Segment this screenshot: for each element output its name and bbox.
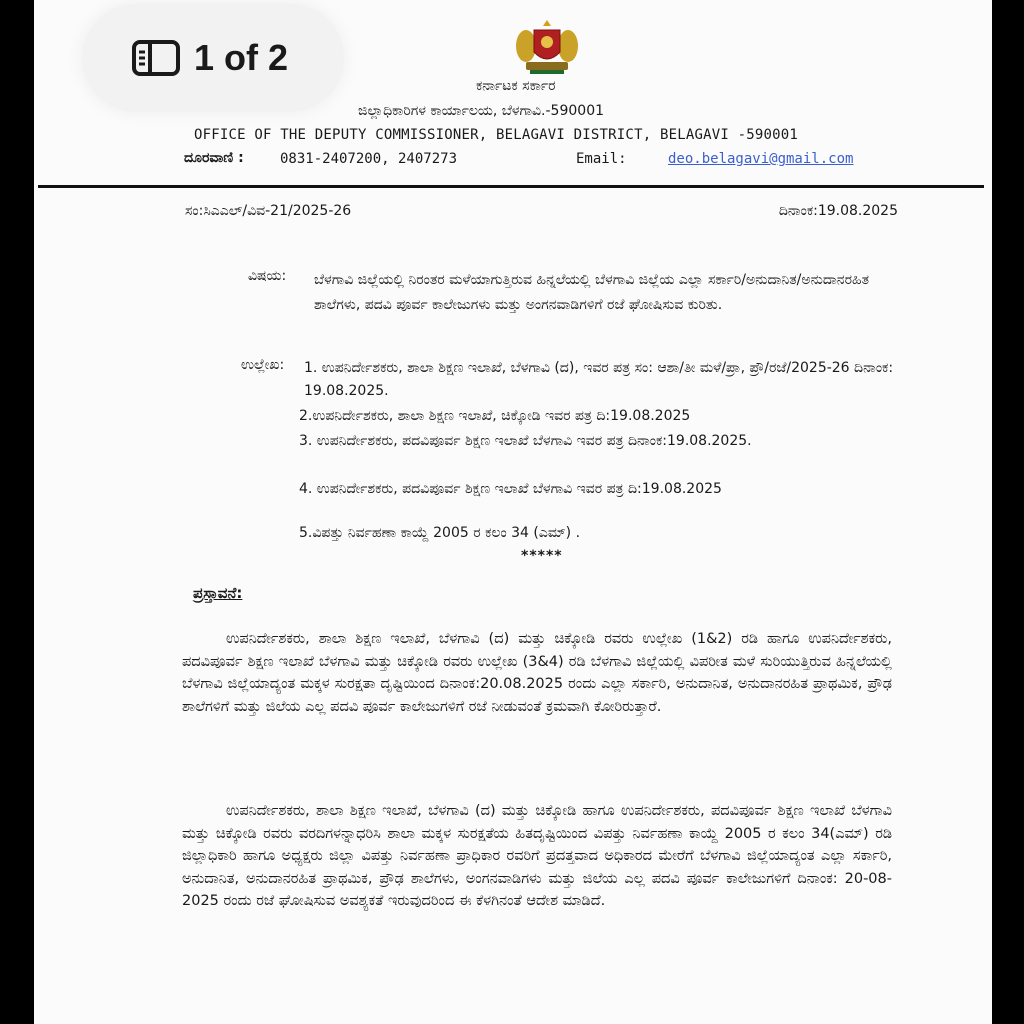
govt-name: ಕರ್ನಾಟಕ ಸರ್ಕಾರ <box>476 78 556 94</box>
preamble-paragraph-1: ಉಪನಿರ್ದೇಶಕರು, ಶಾಲಾ ಶಿಕ್ಷಣ ಇಲಾಖೆ, ಬೆಳಗಾವಿ (ದ) ಮತ್ತು ಚಿಕ್ಕೋಡಿ ರವರು ಉಲ್ಲೇಖ (1&2) ರಡಿ ಹಾಗೂ ಉಪನಿರ್ದೇಶಕರು, ಪದವಿಪೂರ್ವ ಶಿಕ್ಷಣ ಇಲಾಖೆ ಬೆಳಗಾವಿ ಮತ್ತು ಚಿಕ್ಕೋಡಿ ರವರು ಉಲ್ಲೇಖ (3&4) ರಡಿ ಬೆಳಗಾವಿ ಜಿಲ್ಲೆಯಲ್ಲಿ ವಿಪರೀತ ಮಳೆ ಸುರಿಯುತ್ತಿರುವ ಹಿನ್ನಲೆಯಲ್ಲಿ ಬೆಳಗಾವಿ ಜಿಲ್ಲೆಯಾದ್ಯಂತ ಮಕ್ಕಳ ಸುರಕ್ಷತಾ ದೃಷ್ಟಿಯಿಂದ ದಿನಾಂಕ:20.08.2025 ರಂದು ಎಲ್ಲಾ ಸರ್ಕಾರಿ, ಅನುದಾನಿತ, ಅನುದಾನರಹಿತ ಪ್ರಾಥಮಿಕ, ಪ್ರೌಢ ಶಾಲೆಗಳಿಗೆ ಮತ್ತು ಜಿಲೆಯ ಎಲ್ಲ ಪದವಿ ಪೂರ್ವ ಕಾಲೇಜುಗಳಿಗೆ ರಜೆ ನೀಡುವಂತೆ ಕ್ರಮವಾಗಿ ಕೋರಿರುತ್ತಾರೆ. <box>182 631 892 715</box>
references-label: ಉಲ್ಲೇಖ: <box>241 357 285 373</box>
page-indicator[interactable] <box>82 4 344 112</box>
subject-label: ವಿಷಯ: <box>248 268 287 284</box>
reference-item-1: 1. ಉಪನಿರ್ದೇಶಕರು, ಶಾಲಾ ಶಿಕ್ಷಣ ಇಲಾಖೆ, ಬೆಳಗಾವಿ (ದ), ಇವರ ಪತ್ರ ಸಂ: ಆಶಾ/ತೀ ಮಳೆ/ಪ್ರಾ, ಪ್ರೌ/ರಜೆ/2025-26 ದಿನಾಂಕ: 19.08.2025. <box>304 360 894 399</box>
preamble-heading: ಪ್ರಸ್ತಾವನೆ: <box>193 584 243 602</box>
page-reader-icon <box>132 40 180 76</box>
reference-number: ಸಂ:ಸಿಎಎಲ್/ವಿವ-21/2025-26 <box>185 203 352 219</box>
email-label: Email: <box>576 151 627 167</box>
header-divider <box>38 185 984 188</box>
section-separator: ***** <box>521 548 563 564</box>
reference-item-2: 2.ಉಪನಿರ್ದೇಶಕರು, ಶಾಲಾ ಶಿಕ್ಷಣ ಇಲಾಖೆ, ಚಿಕ್ಕೋಡಿ ಇವರ ಪತ್ರ ದಿ:19.08.2025 <box>299 408 691 424</box>
page-count-text: 1 of 2 <box>194 37 289 78</box>
subject-text: ಬೆಳಗಾವಿ ಜಿಲ್ಲೆಯಲ್ಲಿ ನಿರಂತರ ಮಳೆಯಾಗುತ್ತಿರುವ ಹಿನ್ನಲೆಯಲ್ಲಿ ಬೆಳಗಾವಿ ಜಿಲ್ಲೆಯ ಎಲ್ಲಾ ಸರ್ಕಾರಿ/ಅನುದಾನಿತ/ಅನುದಾನರಹಿತ ಶಾಲೆಗಳು, ಪದವಿ ಪೂರ್ವ ಕಾಲೇಜುಗಳು ಮತ್ತು ಅಂಗನವಾಡಿಗಳಿಗೆ ರಜೆ ಘೋಷಿಸುವ ಕುರಿತು. <box>314 272 870 313</box>
karnataka-emblem-icon <box>512 18 582 76</box>
preamble-paragraph-2: ಉಪನಿರ್ದೇಶಕರು, ಶಾಲಾ ಶಿಕ್ಷಣ ಇಲಾಖೆ, ಬೆಳಗಾವಿ (ದ) ಮತ್ತು ಚಿಕ್ಕೋಡಿ ಹಾಗೂ ಉಪನಿರ್ದೇಶಕರು, ಪದವಿಪೂರ್ವ ಶಿಕ್ಷಣ ಇಲಾಖೆ ಬೆಳಗಾವಿ ಮತ್ತು ಚಿಕ್ಕೋಡಿ ರವರು ವರದಿಗಳನ್ನಾಧರಿಸಿ ಶಾಲಾ ಮಕ್ಕಳ ಸುರಕ್ಷತೆಯ ಹಿತದೃಷ್ಟಿಯಿಂದ ವಿಪತ್ತು ನಿರ್ವಹಣಾ ಕಾಯ್ದೆ 2005 ರ ಕಲಂ 34(ಎಮ್) ರಡಿ ಜಿಲ್ಲಾಧಿಕಾರಿ ಹಾಗೂ ಅಧ್ಯಕ್ಷರು ಜಿಲ್ಲಾ ವಿಪತ್ತು ನಿರ್ವಹಣಾ ಪ್ರಾಧಿಕಾರ ರವರಿಗೆ ಪ್ರದತ್ತವಾದ ಅಧಿಕಾರದ ಮೇರೆಗೆ ಬೆಳಗಾವಿ ಜಿಲ್ಲೆಯಾದ್ಯಂತ ಎಲ್ಲಾ ಸರ್ಕಾರಿ, ಅನುದಾನಿತ, ಅನುದಾನರಹಿತ ಪ್ರಾಥಮಿಕ, ಪ್ರೌಢ ಶಾಲೆಗಳು, ಅಂಗನವಾಡಿಗಳು ಮತ್ತು ಜಿಲೆಯ ಎಲ್ಲ ಪದವಿ ಪೂರ್ವ ಕಾಲೇಜುಗಳಿಗೆ ದಿನಾಂಕ: 20-08-2025 ರಂದು ರಜೆ ಘೋಷಿಸುವ ಅವಶ್ಯಕತೆ ಇರುವುದರಿಂದ ಈ ಕೆಳಗಿನಂತೆ ಆದೇಶ ಮಾಡಿದೆ. <box>182 803 892 909</box>
email-link[interactable]: deo.belagavi@gmail.com <box>668 151 854 167</box>
document-page <box>34 0 992 1024</box>
reference-item-5: 5.ವಿಪತ್ತು ನಿರ್ವಹಣಾ ಕಾಯ್ದೆ 2005 ರ ಕಲಂ 34 (ಎಮ್) . <box>299 525 581 541</box>
reference-item-4: 4. ಉಪನಿರ್ದೇಶಕರು, ಪದವಿಪೂರ್ವ ಶಿಕ್ಷಣ ಇಲಾಖೆ ಬೆಳಗಾವಿ ಇವರ ಪತ್ರ ದಿ:19.08.2025 <box>299 481 722 497</box>
office-name-en: OFFICE OF THE DEPUTY COMMISSIONER, BELAGAVI DISTRICT, BELAGAVI -590001 <box>194 127 799 143</box>
reference-item-3: 3. ಉಪನಿರ್ದೇಶಕರು, ಪದವಿಪೂರ್ವ ಶಿಕ್ಷಣ ಇಲಾಖೆ ಬೆಳಗಾವಿ ಇವರ ಪತ್ರ ದಿನಾಂಕ:19.08.2025. <box>299 433 752 449</box>
phone-label: ದೂರವಾಣಿ : <box>184 150 244 166</box>
document-date: ದಿನಾಂಕ:19.08.2025 <box>778 203 898 219</box>
phone-number: 0831-2407200, 2407273 <box>280 151 458 167</box>
office-name-kn: ಜಿಲ್ಲಾಧಿಕಾರಿಗಳ ಕಾರ್ಯಾಲಯ, ಬೆಳಗಾವಿ.-590001 <box>358 103 605 119</box>
